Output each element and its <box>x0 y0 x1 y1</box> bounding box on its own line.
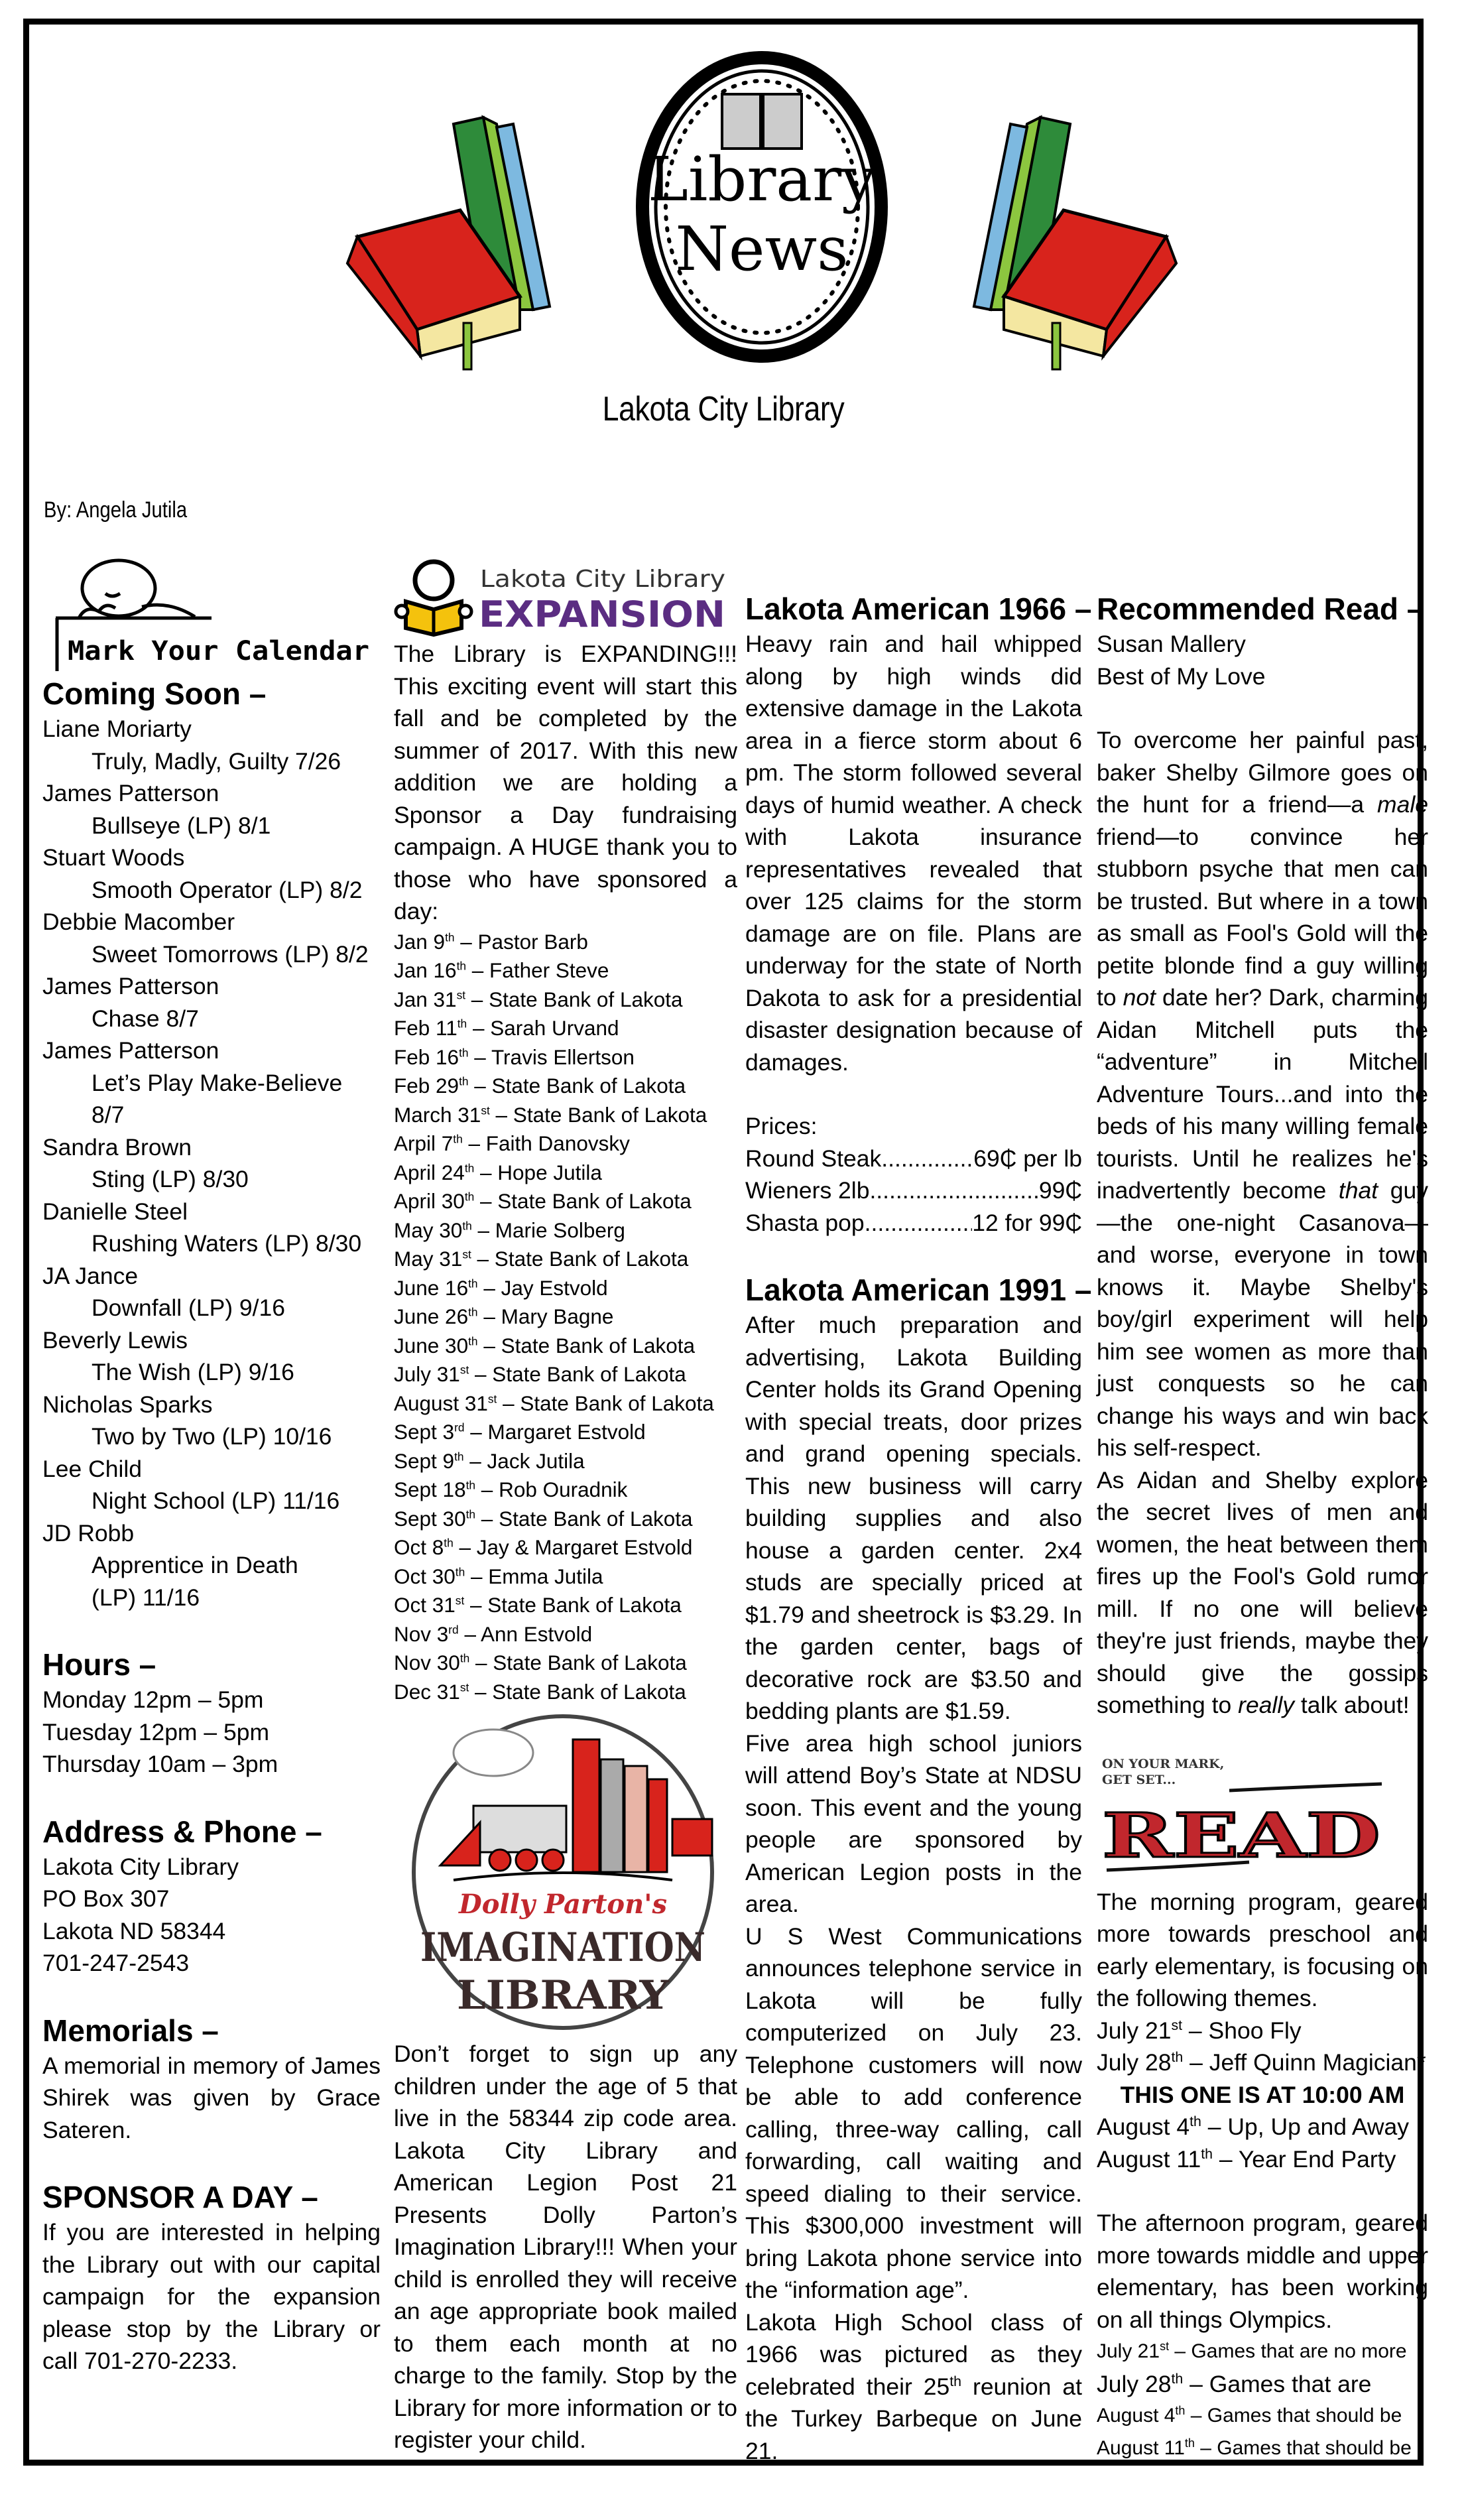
date-suffix: th <box>453 1132 463 1146</box>
sponsor-row <box>394 1187 737 1216</box>
date: August 4 <box>1097 2405 1176 2426</box>
book-author: Danielle Steel <box>42 1198 188 1225</box>
sponsor-row <box>394 1562 737 1592</box>
sponsor-row <box>394 1072 737 1101</box>
book-title: Let’s Play Make-Believe 8/7 <box>91 1069 343 1128</box>
date-suffix: th <box>444 1536 454 1550</box>
hours-list <box>42 1684 381 1781</box>
date: July 21 <box>1097 2017 1172 2044</box>
logo-line-1: Library <box>647 144 877 215</box>
reader-icon <box>396 562 471 635</box>
date: July 28 <box>1097 2049 1172 2076</box>
reunion-sup: th <box>949 2373 962 2389</box>
date-suffix: th <box>1201 2145 1213 2162</box>
reunion-paragraph <box>745 2306 1082 2468</box>
left-books-icon <box>347 117 550 369</box>
reunion-text-a: Lakota High School class of 1966 was pictured as they celebrated their 25 <box>745 2308 1082 2400</box>
date-suffix: th <box>465 1478 476 1492</box>
imagination-text: Don’t forget to sign up any children under the age of 5 that live in the 58344 zip code area. Lakota City Library and American Legion Post 21 Presents Dolly Parton’s Imagination Library!!! When your child is enrolled they will receive an age appropriate book mailed to them each month at no charge to the family. Stop by the Library for more information or to register your child. <box>394 2041 737 2453</box>
book-author: James Patterson <box>42 1037 219 1064</box>
sponsor-row <box>394 956 737 985</box>
imagination-logo-line2: IMAGINATION <box>420 1924 705 1971</box>
entry-name: – Games that should be <box>1185 2405 1402 2426</box>
recommended-heading: Recommended Read – <box>1097 592 1424 626</box>
coming-soon-list <box>42 713 381 1613</box>
entry-name: – Ann Estvold <box>458 1621 593 1646</box>
morning-program-text: The morning program, geared more towards preschool and early elementary, is focusing on the following themes. <box>1097 1888 1428 2011</box>
date-suffix: th <box>455 1565 465 1578</box>
morning-note: THIS ONE IS AT 10:00 AM <box>1120 2081 1405 2108</box>
entry-name: – State Bank of Lakota <box>469 1651 687 1674</box>
book-author: Beverly Lewis <box>42 1326 188 1354</box>
date-suffix: st <box>459 1363 469 1377</box>
recommended-title: Best of My Love <box>1097 662 1266 690</box>
afternoon-program-text: The afternoon program, geared more towards middle and upper elementary, has been working on all things Olympics. <box>1097 2210 1428 2333</box>
entry-name: – Faith Danovsky <box>462 1131 630 1155</box>
read-swoosh-top <box>1229 1784 1382 1791</box>
logo-line-2: News <box>675 214 849 284</box>
date-suffix: th <box>1175 2404 1186 2417</box>
morning-row <box>1097 2015 1428 2047</box>
date-suffix: th <box>459 1651 470 1665</box>
price-value: 99₵ <box>1038 1177 1082 1204</box>
sponsor-row <box>394 1101 737 1130</box>
date-suffix: th <box>454 1450 464 1463</box>
article-1991-heading: Lakota American 1991 – <box>745 1273 1092 1307</box>
price-row <box>745 1207 1082 1239</box>
afternoon-row <box>1097 2336 1428 2368</box>
afternoon-row <box>1097 2368 1428 2401</box>
date: Sept 30 <box>394 1506 466 1531</box>
date: July 28 <box>1097 2370 1172 2397</box>
sponsor-row <box>394 1591 737 1620</box>
coming-soon-heading: Coming Soon – <box>42 676 267 711</box>
entry-name: – Jeff Quinn Magician* <box>1183 2049 1426 2076</box>
book-title: Bullseye (LP) 8/1 <box>91 812 271 839</box>
date-suffix: th <box>464 1190 475 1204</box>
book-author: Sandra Brown <box>42 1133 192 1161</box>
entry-name: – Mary Bagne <box>477 1304 614 1328</box>
sponsor-row <box>394 1678 737 1707</box>
entry-name: – Games that are <box>1183 2370 1372 2397</box>
calendar-banner-text: Mark Your Calendar <box>68 636 369 666</box>
sponsor-row <box>394 1216 737 1245</box>
read-logo-line2: GET SET... <box>1102 1772 1176 1787</box>
open-book-icon <box>722 94 802 149</box>
entry-name: – Games that are no more <box>1169 2340 1407 2362</box>
date-suffix: th <box>1171 2370 1184 2387</box>
hours-heading: Hours – <box>42 1647 156 1682</box>
date: Jan 16 <box>394 958 457 982</box>
masthead-art <box>321 38 1203 383</box>
price-item: Wieners 2lb <box>745 1177 870 1204</box>
date-suffix: th <box>468 1277 478 1290</box>
memorials-text: A memorial in memory of James Shirek was given by Grace Sateren. <box>42 2052 381 2143</box>
entry-name: – Rob Ouradnik <box>475 1478 628 1501</box>
book-title: Two by Two (LP) 10/16 <box>91 1423 332 1450</box>
date-suffix: st <box>481 1103 490 1117</box>
hours-line: Tuesday 12pm – 5pm <box>42 1718 270 1745</box>
date: Arpil 7 <box>394 1131 454 1155</box>
date: Oct 8 <box>394 1535 444 1559</box>
entry-name: – Jay & Margaret Estvold <box>453 1535 693 1559</box>
date-suffix: th <box>445 930 455 944</box>
book-author: Nicholas Sparks <box>42 1391 213 1418</box>
book-title: (LP) 11/16 <box>91 1584 200 1611</box>
sponsor-row <box>394 1418 737 1447</box>
entry-name: – Travis Ellertson <box>468 1044 635 1069</box>
article-1991-paragraph: U S West Communications announces telephone service in Lakota will be fully computerized on July 23. Telephone customers will now be able to add conference calling, three-way calling, call forwarding, call waiting and speed dialing to their service. This $300,000 investment will bring Lakota phone service into the “information age”. <box>745 1922 1082 2303</box>
entry-name: – Father Steve <box>466 958 609 982</box>
entry-name: – State Bank of Lakota <box>465 987 683 1011</box>
date: Feb 29 <box>394 1074 459 1098</box>
blurb-text: talk about! <box>1294 1692 1410 1718</box>
hours-line: Monday 12pm – 5pm <box>42 1686 264 1713</box>
date-suffix: th <box>465 1507 476 1521</box>
sponsor-row <box>394 1043 737 1072</box>
address-line: PO Box 307 <box>42 1885 170 1912</box>
date: June 16 <box>394 1275 469 1300</box>
book-author: James Patterson <box>42 780 219 806</box>
date: March 31 <box>394 1102 481 1127</box>
morning-row <box>1097 2143 1428 2176</box>
blurb-text: To overcome her painful past, baker Shelby Gilmore goes on the hunt for a friend—a <box>1097 727 1428 818</box>
price-row <box>745 1143 1082 1175</box>
blurb-em: male <box>1377 791 1428 818</box>
address-line: Lakota ND 58344 <box>42 1917 226 1944</box>
date-suffix: rd <box>448 1623 459 1636</box>
date: July 31 <box>394 1362 460 1386</box>
read-logo-line1: ON YOUR MARK, <box>1102 1756 1225 1771</box>
book-author: JD Robb <box>42 1519 135 1546</box>
mark-your-calendar-banner <box>42 555 374 674</box>
reunion-text-b: reunion at the Turkey Barbeque on June 21. <box>745 2373 1082 2464</box>
date-suffix: th <box>1190 2113 1201 2130</box>
sponsor-row <box>394 1159 737 1188</box>
date: August 31 <box>394 1391 488 1415</box>
address-line: Lakota City Library <box>42 1853 239 1880</box>
entry-name: – Jack Jutila <box>463 1448 585 1473</box>
sponsor-row <box>394 1505 737 1534</box>
imagination-logo-line3: LIBRARY <box>457 1972 670 2019</box>
entry-name: – Marie Solberg <box>471 1218 625 1242</box>
newsletter-frame <box>23 19 1428 2466</box>
date-suffix: th <box>456 959 467 973</box>
price-value: 69₵ per lb <box>973 1145 1082 1172</box>
entry-name: – State Bank of Lakota <box>497 1391 714 1415</box>
blurb-text: As Aidan and Shelby explore the secret lives of men and women, the heat between them fires up the Fool's Gold rumor mill. If no one will believe they're just friends, maybe they should give the gossips something to <box>1097 1466 1428 1718</box>
blurb-em: not <box>1123 984 1156 1011</box>
address-list <box>42 1851 381 1980</box>
book-author: Liane Moriarty <box>42 716 192 742</box>
book-author: Stuart Woods <box>42 844 185 871</box>
imagination-logo-line1: Dolly Parton's <box>459 1889 667 1920</box>
date: July 21 <box>1097 2340 1160 2362</box>
sponsor-row <box>394 1620 737 1649</box>
site-title: Lakota City Library <box>602 390 845 428</box>
price-value: 12 for 99₵ <box>972 1209 1082 1236</box>
price-leader <box>869 1174 1038 1207</box>
sponsor-heading: SPONSOR A DAY – <box>42 2180 318 2214</box>
price-row <box>745 1174 1082 1207</box>
prices-label: Prices: <box>745 1113 818 1139</box>
book-title: Rushing Waters (LP) 8/30 <box>91 1230 362 1257</box>
morning-schedule-2 <box>1097 2111 1428 2175</box>
blurb-text: guy—the one-night Casanova—and worse, everyone in town knows it. Maybe Shelby's boy/girl experiment will help him see women as more than just conquests so he can change his ways and win back his self-respect. <box>1097 1177 1428 1461</box>
read-logo-word: READ <box>1102 1799 1380 1871</box>
date: May 30 <box>394 1218 463 1242</box>
address-line: 701-247-2543 <box>42 1950 190 1976</box>
sponsor-row <box>394 1332 737 1361</box>
date: Jan 9 <box>394 929 446 954</box>
date: Nov 3 <box>394 1621 449 1646</box>
article-1991-paragraph: After much preparation and advertising, Lakota Building Center holds its Grand Opening with special treats, door prizes and grand opening specials. This new business will carry building supplies and also house a garden center. 2x4 studs are specially priced at $1.79 and sheetrock is $3.29. In the garden center, bags of decorative rock are $3.50 and bedding plants are $1.59. <box>745 1312 1082 1724</box>
expansion-logo <box>394 555 732 638</box>
entry-name: – State Bank of Lakota <box>475 1506 693 1531</box>
entry-name: – Margaret Estvold <box>464 1420 646 1444</box>
entry-name: – Shoo Fly <box>1182 2017 1302 2044</box>
date: Dec 31 <box>394 1679 460 1704</box>
date: August 4 <box>1097 2113 1190 2140</box>
date-suffix: th <box>464 1161 475 1174</box>
blurb-em: that <box>1338 1177 1378 1204</box>
date: Oct 31 <box>394 1593 456 1617</box>
recommended-author: Susan Mallery <box>1097 631 1246 657</box>
date-suffix: th <box>459 1074 469 1088</box>
sponsor-row <box>394 1649 737 1678</box>
read-logo <box>1097 1753 1395 1873</box>
date-suffix: st <box>459 1680 469 1694</box>
date: May 31 <box>394 1247 463 1271</box>
sponsor-row <box>394 1360 737 1389</box>
date: Feb 16 <box>394 1044 459 1069</box>
date-suffix: th <box>468 1305 478 1319</box>
book-title: Sweet Tomorrows (LP) 8/2 <box>91 940 369 968</box>
date: Oct 30 <box>394 1564 456 1588</box>
blurb-text: friend—to convince her stubborn psyche that men can be trusted. But where in a town as small as Fool's Gold will the petite blonde find a guy willing to <box>1097 823 1428 1011</box>
sponsor-row <box>394 1389 737 1418</box>
entry-name: – Jay Estvold <box>477 1275 608 1300</box>
date-suffix: st <box>1160 2340 1170 2353</box>
entry-name: – Emma Jutila <box>465 1564 603 1588</box>
date-suffix: st <box>1171 2017 1183 2033</box>
hours-line: Thursday 10am – 3pm <box>42 1751 278 1777</box>
book-author: JA Jance <box>42 1262 139 1289</box>
afternoon-schedule <box>1097 2336 1428 2464</box>
expansion-logo-line2: EXPANSION <box>479 594 725 635</box>
article-1991-body <box>745 1309 1082 2306</box>
sponsor-list <box>394 928 737 1707</box>
date: June 26 <box>394 1304 469 1328</box>
book-author: James Patterson <box>42 973 219 999</box>
date: Sept 9 <box>394 1448 455 1473</box>
entry-name: – State Bank of Lakota <box>469 1362 686 1386</box>
entry-name: – Games that should be <box>1194 2436 1412 2459</box>
column-3 <box>745 555 1092 2467</box>
afternoon-row <box>1097 2400 1428 2432</box>
price-item: Shasta pop <box>745 1209 865 1236</box>
sponsor-row <box>394 1476 737 1505</box>
entry-name: – State Bank of Lakota <box>468 1074 686 1098</box>
date-suffix: th <box>1184 2436 1195 2450</box>
date: August 11 <box>1097 2436 1185 2459</box>
entry-name: – State Bank of Lakota <box>471 1247 689 1271</box>
column-2 <box>394 555 737 2456</box>
price-leader <box>881 1143 973 1175</box>
date-suffix: st <box>462 1247 471 1261</box>
morning-schedule <box>1097 2015 1428 2079</box>
date: Nov 30 <box>394 1651 460 1674</box>
date-suffix: st <box>456 988 466 1001</box>
book-title: Sting (LP) 8/30 <box>91 1166 249 1192</box>
date: Jan 31 <box>394 987 457 1011</box>
date-suffix: th <box>468 1334 478 1348</box>
morning-row <box>1097 2047 1428 2079</box>
sponsor-row <box>394 985 737 1015</box>
book-title: Night School (LP) 11/16 <box>91 1487 340 1514</box>
blurb-text: date her? Dark, charming Aidan Mitchell puts the “adventure” in Mitchell Adventure Tours...and into the beds of his many willing female tourists. Until he realizes he's inadvertently become <box>1097 984 1428 1204</box>
book-title: Downfall (LP) 9/16 <box>91 1294 286 1321</box>
column-4 <box>1097 555 1428 2464</box>
sponsor-row <box>394 1245 737 1274</box>
expansion-logo-line1: Lakota City Library <box>480 566 725 593</box>
entry-name: – State Bank of Lakota <box>489 1102 707 1127</box>
afternoon-row <box>1097 2432 1428 2465</box>
memorials-heading: Memorials – <box>42 2013 219 2048</box>
book-title: Truly, Madly, Guilty 7/26 <box>91 747 341 775</box>
date-suffix: th <box>457 1017 467 1031</box>
book-title: The Wish (LP) 9/16 <box>91 1359 294 1385</box>
blurb-em: really <box>1238 1692 1294 1718</box>
price-leader <box>865 1207 973 1239</box>
article-1966-text: Heavy rain and hail whipped along by high winds did extensive damage in the Lakota area in a fierce storm about 6 pm. The storm followed several days of humid weather. A check with Lakota insurance representatives revealed that over 125 claims for the storm damage are on file. Plans are underway for the state of North Dakota to ask for a presidential disaster designation because of damages. <box>745 631 1082 1076</box>
column-1 <box>42 555 381 2377</box>
entry-name: – Year End Party <box>1213 2145 1396 2173</box>
article-1991-paragraph: Five area high school juniors will attend Boy’s State at NDSU soon. This event and the young people are sponsored by American Legion posts in the area. <box>745 1730 1082 1917</box>
entry-name: – Pastor Barb <box>454 929 588 954</box>
date-suffix: th <box>1171 2049 1184 2066</box>
entry-name: – Up, Up and Away <box>1201 2113 1410 2140</box>
book-author: Debbie Macomber <box>42 909 235 935</box>
book-title: Apprentice in Death <box>91 1552 298 1578</box>
date: April 30 <box>394 1189 465 1213</box>
date-suffix: th <box>459 1046 469 1059</box>
byline: By: Angela Jutila <box>44 497 188 523</box>
date-suffix: st <box>487 1392 497 1405</box>
expansion-intro: The Library is EXPANDING!!! This exciting event will start this fall and be completed by the summer of 2017. With this new addition we are holding a Sponsor a Day fundraising campaign. A HUGE thank you to those who have sponsored a day: <box>394 641 737 924</box>
date: Feb 11 <box>394 1016 457 1040</box>
entry-name: – Hope Jutila <box>474 1160 602 1184</box>
imagination-library-logo <box>394 1706 732 2038</box>
recommended-blurb-1 <box>1097 724 1428 1464</box>
right-books-icon <box>974 117 1176 369</box>
sponsor-row <box>394 1129 737 1159</box>
entry-name: – State Bank of Lakota <box>474 1189 692 1213</box>
sponsor-row <box>394 1014 737 1043</box>
entry-name: – Sarah Urvand <box>467 1016 619 1040</box>
date: April 24 <box>394 1160 465 1184</box>
sponsor-row <box>394 1302 737 1332</box>
book-author: Lee Child <box>42 1455 142 1482</box>
morning-row <box>1097 2111 1428 2143</box>
entry-name: – State Bank of Lakota <box>477 1333 696 1357</box>
article-1966-heading: Lakota American 1966 – <box>745 592 1092 626</box>
entry-name: – State Bank of Lakota <box>469 1679 686 1704</box>
date: Sept 3 <box>394 1420 455 1444</box>
date-suffix: th <box>462 1219 472 1232</box>
sponsor-row <box>394 1447 737 1476</box>
price-list <box>745 1143 1082 1239</box>
sponsor-row <box>394 1533 737 1562</box>
date-suffix: rd <box>454 1420 465 1434</box>
date: August 11 <box>1097 2145 1201 2173</box>
book-title: Chase 8/7 <box>91 1005 199 1032</box>
sponsor-row <box>394 928 737 957</box>
recommended-blurb-2 <box>1097 1464 1428 1722</box>
date: Sept 18 <box>394 1478 466 1501</box>
entry-name: – State Bank of Lakota <box>464 1593 682 1617</box>
date: June 30 <box>394 1333 469 1357</box>
library-news-seal <box>636 51 888 363</box>
price-item: Round Steak <box>745 1145 882 1172</box>
address-heading: Address & Phone – <box>42 1814 322 1849</box>
sponsor-text: If you are interested in helping the Library out with our capital campaign for the expansion please stop by the Library or call 701-270-2233. <box>42 2219 381 2374</box>
sponsor-row <box>394 1274 737 1303</box>
date-suffix: st <box>455 1594 465 1607</box>
book-title: Smooth Operator (LP) 8/2 <box>91 876 363 903</box>
